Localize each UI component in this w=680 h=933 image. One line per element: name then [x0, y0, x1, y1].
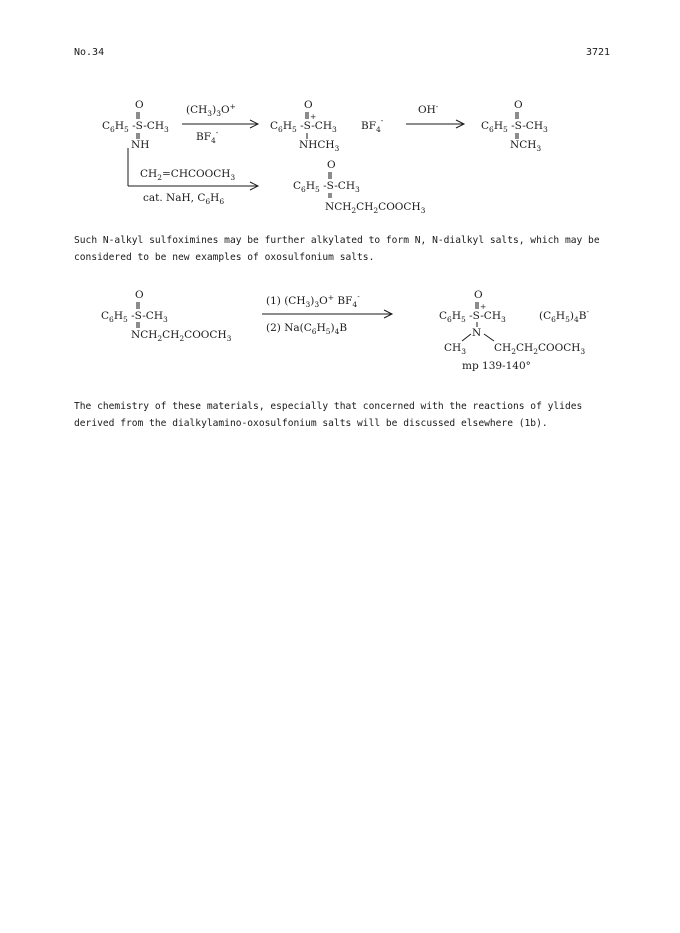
- sulfoximine-nh: [102, 99, 169, 151]
- oxosulfonium-salt: [270, 99, 384, 153]
- alkylation-substrate: [101, 289, 232, 343]
- arrow-methylation: [182, 102, 258, 145]
- paragraph-alkylation: Such N-alkyl sulfoximines may be further alkylated to form N, N-dialkyl salts, which may be considered to be new examples of oxosulfonium salts.: [74, 235, 600, 263]
- svg-text:CH3: $CH_3$: [444, 342, 466, 356]
- svg-text:CH2=CHCOOCH3: $CH_2=CHCOOCH_3$: [140, 168, 236, 182]
- svg-text:C6H5 -S-CH3: $C_6H_5$ $-S-CH_3$: [101, 310, 168, 324]
- svg-text:+: +: [310, 112, 317, 121]
- arrow-alkylation: [262, 292, 392, 336]
- svg-text:cat. NaH, C6H6: cat. NaH, $C_6H_6$: [143, 192, 225, 206]
- svg-text:C6H5 -S-CH3: $C_6H_5$ $-S-CH_3$: [439, 310, 506, 324]
- scheme-1: [102, 99, 548, 215]
- svg-text:O: O: [327, 159, 336, 171]
- melting-point: mp 139-140°: [462, 360, 531, 372]
- svg-text:BF4-: $BF_4^-$: [361, 116, 384, 134]
- svg-text:NH: NH: [131, 139, 150, 151]
- svg-text:C6H5 -S-CH3: $C_6H_5$ $-S-CH_3$: [270, 120, 337, 134]
- michael-adduct: [293, 159, 426, 215]
- svg-text:OH-: OH-: [418, 102, 439, 116]
- svg-text:(2) Na(C6H5)4B: (2) $Na(C_6H_5)_4B$: [266, 322, 348, 336]
- svg-text:O: O: [135, 99, 144, 111]
- svg-text:NCH3: $NCH_3$: [510, 139, 542, 153]
- svg-text:C6H5 -S-CH3: $C_6H_5$ $-S-CH_3$: [102, 120, 169, 134]
- svg-text:(CH3)3O+: $(CH_3)_3O^+$: [186, 102, 236, 118]
- svg-text:CH2CH2COOCH3: $CH_2CH_2COOCH_3$: [494, 342, 586, 356]
- arrow-deprotonation: [406, 102, 464, 128]
- scheme-2: [101, 289, 589, 372]
- svg-text:NHCH3: $NHCH_3$: [299, 139, 340, 153]
- svg-text:O: O: [135, 289, 144, 301]
- svg-text:O: O: [474, 289, 483, 301]
- journal-number: No.34: [74, 47, 105, 58]
- svg-text:O: O: [514, 99, 523, 111]
- n-methyl-sulfoximine: [481, 99, 548, 153]
- svg-text:BF4-: $BF_4^-$: [196, 128, 219, 145]
- page-number: 3721: [586, 47, 611, 58]
- svg-text:+: +: [480, 302, 487, 311]
- svg-text:C6H5 -S-CH3: $C_6H_5$ $-S-CH_3$: [293, 180, 360, 194]
- svg-text:N: N: [472, 327, 482, 339]
- svg-text:(1) (CH3)3O+ BF4-: (1) $(CH_3)_3O^+$ $BF_4^-$: [266, 292, 360, 309]
- svg-text:C6H5 -S-CH3: $C_6H_5$ $-S-CH_3$: [481, 120, 548, 134]
- svg-text:(C6H5)4B-: $(C_6H_5)_4B^-$: [539, 307, 590, 324]
- dialkylamino-salt: [439, 289, 589, 372]
- svg-text:NCH2CH2COOCH3: $NCH_2CH_2COOCH_3$: [325, 201, 426, 215]
- paragraph-conclusion: The chemistry of these materials, especially that concerned with the reactions of ylides derived from the dialkylamino-oxosulfonium salts will be discussed elsewhere (1b).: [74, 401, 583, 429]
- svg-text:O: O: [304, 99, 313, 111]
- svg-text:NCH2CH2COOCH3: $NCH_2CH_2COOCH_3$: [131, 329, 232, 343]
